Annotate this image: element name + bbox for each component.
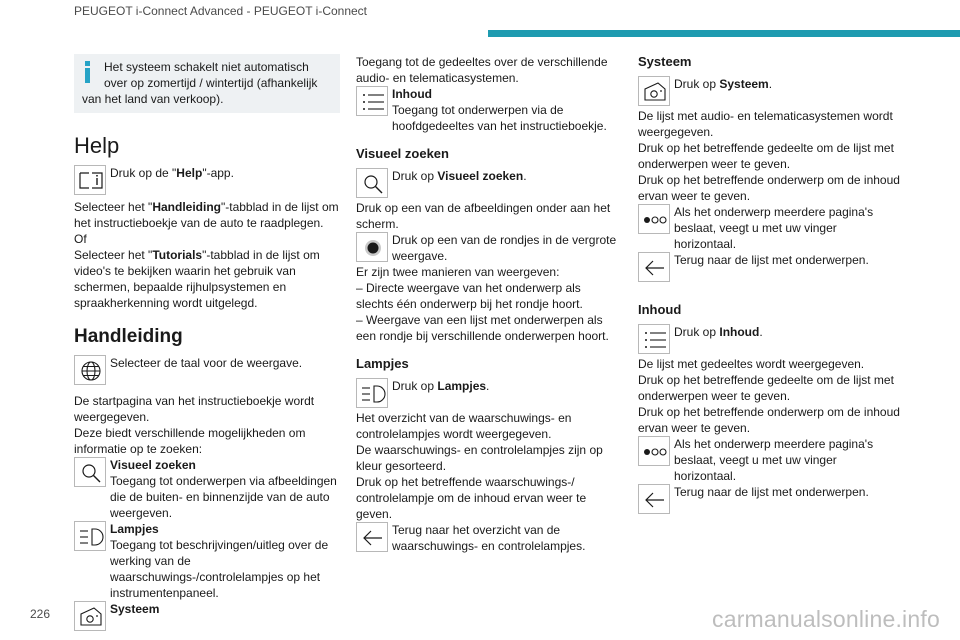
help-para1-bold: Handleiding xyxy=(152,200,221,214)
back-arrow-icon xyxy=(638,484,670,514)
inhoud-para1: De lijst met gedeeltes wordt weergegeven. xyxy=(638,357,865,371)
watermark: carmanualsonline.info xyxy=(712,606,940,632)
page-header-title: PEUGEOT i-Connect Advanced - PEUGEOT i-Connect xyxy=(74,4,368,18)
system-camera-icon xyxy=(74,601,106,631)
systeem-back xyxy=(638,252,902,284)
lampjes-press xyxy=(356,378,620,410)
options-para: Deze biedt verschillende mogelijkheden om informatie op te zoeken: xyxy=(74,426,306,456)
visueel-item xyxy=(74,457,340,521)
inhoud-back xyxy=(638,484,902,516)
globe-icon xyxy=(74,355,106,385)
inhoud-para3: Druk op het betreffende onderwerp om de inhoud ervan weer te geven. xyxy=(638,405,900,435)
help-line-pre: Druk op de " xyxy=(110,166,177,180)
selection-dot-icon xyxy=(356,232,388,262)
lampjes-title: Lampjes xyxy=(356,356,409,371)
inhoud-press-post: . xyxy=(759,325,763,339)
back-arrow-icon xyxy=(638,252,670,282)
column-2 xyxy=(356,54,620,554)
help-app-name: Help xyxy=(176,166,203,180)
visueel-press-bold: Visueel zoeken xyxy=(437,169,524,183)
help-para2-bold: Tutorials xyxy=(152,248,203,262)
systeem-press-pre: Druk op xyxy=(674,77,720,91)
inhoud-para2: Druk op het betreffende gedeelte om de lijst met onderwerpen weer te geven. xyxy=(638,373,894,403)
lampjes-back-text: Terug naar het overzicht van de waarschuwings- en controlelampjes. xyxy=(392,523,586,553)
systeem-para2: Druk op het betreffende gedeelte om de lijst met onderwerpen weer te geven. xyxy=(638,141,894,171)
inhoud-swipe xyxy=(638,436,902,484)
visueel-way1: – Directe weergave van het onderwerp als slechts één onderwerp bij het rondje hoort. xyxy=(356,281,583,311)
help-para1-pre: Selecteer het " xyxy=(74,200,153,214)
systeem-press-post: . xyxy=(768,77,773,91)
lampjes-para2: De waarschuwings- en controlelampjes zijn op kleur gesorteerd. xyxy=(356,443,603,473)
systeem-label: Systeem xyxy=(110,602,160,616)
lampjes-press-post: . xyxy=(486,379,490,393)
language-text: Selecteer de taal voor de weergave. xyxy=(110,356,303,370)
visueel-round xyxy=(356,232,620,264)
lampjes-text: Toegang tot beschrijvingen/uitleg over de werking van de waarschuwings-/controlelampjes op het instrumentenpaneel. xyxy=(110,538,329,600)
systeem-item xyxy=(74,601,340,633)
notice-text: Het systeem schakelt niet automatisch over op zomertijd / wintertijd (afhankelijk van het land van verkoop). xyxy=(82,60,318,106)
page-number: 226 xyxy=(30,607,51,621)
handleiding-title: Handleiding xyxy=(74,326,183,347)
inhoud-label: Inhoud xyxy=(392,87,432,101)
warning-lamps-icon xyxy=(356,378,388,408)
back-arrow-icon xyxy=(356,522,388,552)
info-notice xyxy=(74,54,340,113)
visueel-title: Visueel zoeken xyxy=(356,146,449,161)
help-title: Help xyxy=(74,133,120,158)
manual-book-icon xyxy=(74,165,106,195)
info-icon xyxy=(82,61,94,83)
systeem-press xyxy=(638,76,902,108)
systeem-para3: Druk op het betreffende onderwerp om de inhoud ervan weer te geven. xyxy=(638,173,900,203)
inhoud-text: Toegang tot onderwerpen via de hoofdgedeeltes van het instructieboekje. xyxy=(392,103,607,133)
systeem-back-text: Terug naar de lijst met onderwerpen. xyxy=(674,253,869,267)
magnifier-icon xyxy=(74,457,106,487)
inhoud-title: Inhoud xyxy=(638,302,682,317)
system-camera-icon xyxy=(638,76,670,106)
visueel-press xyxy=(356,168,620,200)
visueel-ways: Er zijn twee manieren van weergeven: xyxy=(356,265,560,279)
systeem-swipe-text: Als het onderwerp meerdere pagina's beslaat, veegt u met uw vinger horizontaal. xyxy=(674,205,874,251)
systeem-title: Systeem xyxy=(638,54,692,69)
warning-lamps-icon xyxy=(74,521,106,551)
visueel-text: Toegang tot onderwerpen via afbeeldingen die de buiten- en binnenzijde van de auto weergeven. xyxy=(110,474,337,520)
help-of: Of xyxy=(74,232,87,246)
visueel-round-text: Druk op een van de rondjes in de vergrote weergave. xyxy=(392,233,617,263)
page-dots-icon xyxy=(638,436,670,466)
start-para: De startpagina van het instructieboekje wordt weergegeven. xyxy=(74,394,315,424)
systeem-text: Toegang tot de gedeeltes over de verschillende audio- en telematicasystemen. xyxy=(356,55,608,85)
lampjes-press-pre: Druk op xyxy=(392,379,438,393)
inhoud-press-bold: Inhoud xyxy=(719,325,760,339)
inhoud-swipe-text: Als het onderwerp meerdere pagina's beslaat, veegt u met uw vinger horizontaal. xyxy=(674,437,874,483)
inhoud-press xyxy=(638,324,902,356)
lampjes-para3: Druk op het betreffende waarschuwings-/ controlelampje om de inhoud ervan weer te geven. xyxy=(356,475,587,521)
inhoud-back-text: Terug naar de lijst met onderwerpen. xyxy=(674,485,869,499)
language-block xyxy=(74,355,340,387)
lampjes-item xyxy=(74,521,340,601)
column-1 xyxy=(74,54,340,633)
visueel-press-pre: Druk op xyxy=(392,169,438,183)
list-icon xyxy=(356,86,388,116)
systeem-para1: De lijst met audio- en telematicasystemen wordt weergegeven. xyxy=(638,109,893,139)
help-para1-post: "-tabblad in de lijst om het instructieboekje van de auto te raadplegen. xyxy=(74,200,339,230)
visueel-label: Visueel zoeken xyxy=(110,458,196,472)
inhoud-item xyxy=(356,86,620,134)
help-para2-post: "-tabblad in de lijst om video's te bekijken waarin het gebruik van schermen, bepaalde rijhulpsystemen en spraakherkenning wordt uitgelegd. xyxy=(74,248,320,310)
help-para2-pre: Selecteer het " xyxy=(74,248,153,262)
list-icon xyxy=(638,324,670,354)
visueel-para1: Druk op een van de afbeeldingen onder aan het scherm. xyxy=(356,201,611,231)
header-accent-bar xyxy=(488,30,960,37)
visueel-press-post: . xyxy=(523,169,527,183)
lampjes-label: Lampjes xyxy=(110,522,159,536)
systeem-swipe xyxy=(638,204,902,252)
help-line-post: "-app. xyxy=(202,166,234,180)
magnifier-icon xyxy=(356,168,388,198)
page-dots-icon xyxy=(638,204,670,234)
inhoud-press-pre: Druk op xyxy=(674,325,720,339)
column-3 xyxy=(638,54,902,516)
systeem-press-bold: Systeem xyxy=(719,77,769,91)
lampjes-back xyxy=(356,522,620,554)
lampjes-press-bold: Lampjes xyxy=(437,379,487,393)
lampjes-para1: Het overzicht van de waarschuwings- en controlelampjes wordt weergegeven. xyxy=(356,411,572,441)
help-block xyxy=(74,165,340,197)
visueel-way2: – Weergave van een lijst met onderwerpen als een rondje bij verschillende onderwerpen hoort. xyxy=(356,313,609,343)
